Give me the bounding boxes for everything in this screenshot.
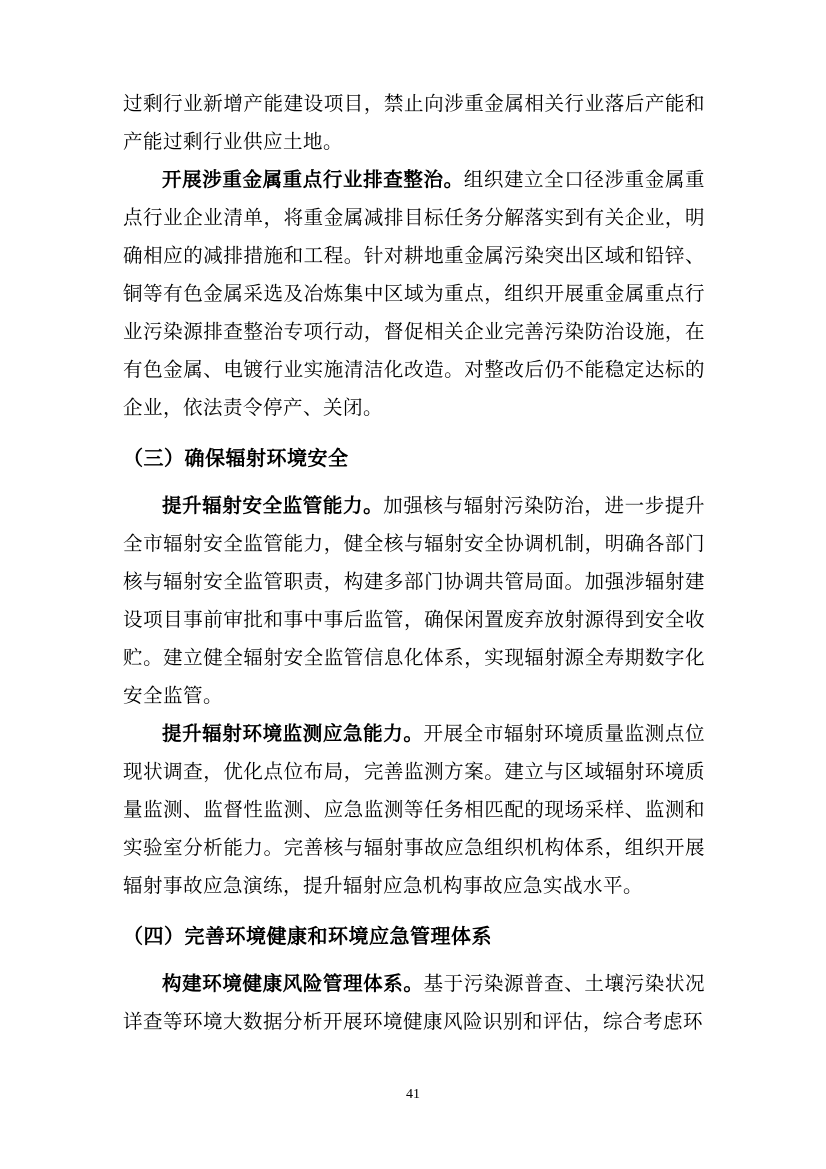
paragraph-text: 加强核与辐射污染防治，进一步提升全市辐射安全监管能力，健全核与辐射安全协调机制，明确各部门核与辐射安全监管职责，构建多部门协调共管局面。加强涉辐射建设项目事前审批和事中事后监管，确保闲置废弃放射源得到安全收贮。建立健全辐射安全监管信息化体系，实现辐射源全寿期数字化安全监管。: [123, 496, 705, 707]
paragraph-text: 过剩行业新增产能建设项目，禁止向涉重金属相关行业落后产能和产能过剩行业供应土地。: [123, 94, 705, 153]
paragraph: [123, 162, 705, 428]
paragraph: [123, 488, 705, 716]
section-heading-3: （三）确保辐射环境安全: [123, 448, 349, 470]
section-heading-4: （四）完善环境健康和环境应急管理体系: [123, 926, 492, 948]
paragraph-text: 开展全市辐射环境质量监测点位现状调查，优化点位布局，完善监测方案。建立与区域辐射环境质量监测、监督性监测、应急监测等任务相匹配的现场采样、监测和实验室分析能力。完善核与辐射事故应急组织机构体系，组织开展辐射事故应急演练，提升辐射应急机构事故应急实战水平。: [123, 724, 705, 897]
paragraph-text: 基于污染源普查、土壤污染状况详查等环境大数据分析开展环境健康风险识别和评估，综合考虑环: [123, 974, 705, 1033]
paragraph-lead: 构建环境健康风险管理体系。: [162, 974, 424, 995]
paragraph: [123, 966, 705, 1042]
paragraph-lead: 开展涉重金属重点行业排查整治。: [162, 170, 464, 191]
paragraph-continuation: [123, 86, 705, 162]
paragraph: [123, 716, 705, 906]
paragraph-text: 组织建立全口径涉重金属重点行业企业清单，将重金属减排目标任务分解落实到有关企业，明确相应的减排措施和工程。针对耕地重金属污染突出区域和铅锌、铜等有色金属采选及冶炼集中区域为重点，组织开展重金属重点行业污染源排查整治专项行动，督促相关企业完善污染防治设施，在有色金属、电镀行业实施清洁化改造。对整改后仍不能稳定达标的企业，依法责令停产、关闭。: [123, 170, 705, 419]
document-page-body: [123, 86, 705, 1042]
page-number: 41: [406, 1087, 420, 1102]
paragraph-lead: 提升辐射环境监测应急能力。: [162, 724, 424, 745]
paragraph-lead: 提升辐射安全监管能力。: [162, 496, 384, 517]
